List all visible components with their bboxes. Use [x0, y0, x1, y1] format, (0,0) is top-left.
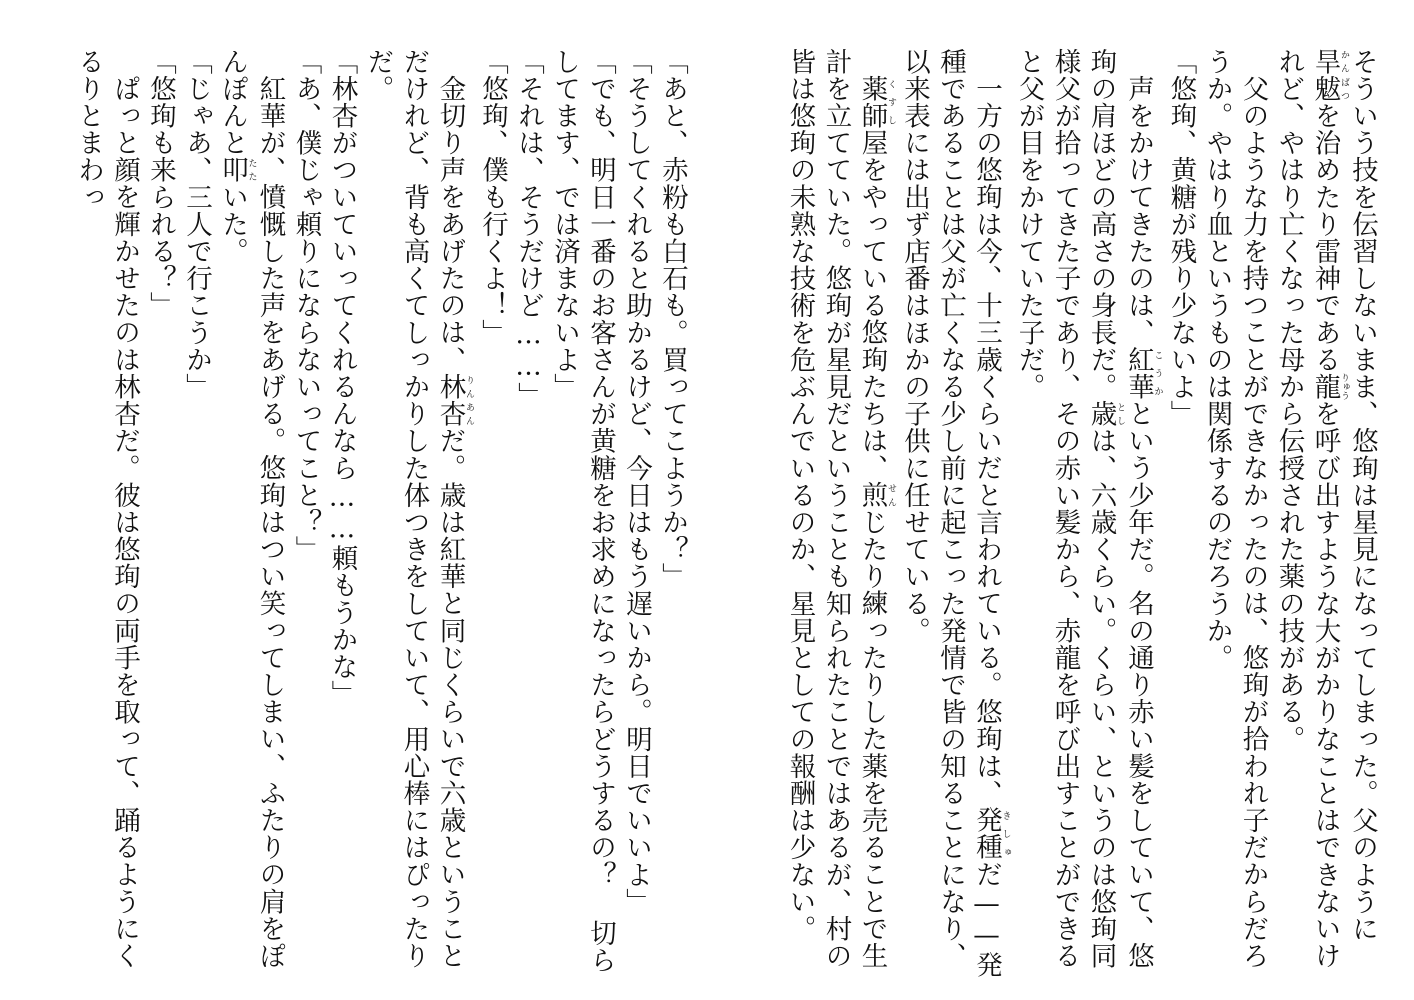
- paragraph: そういう技を伝習しないまま、悠珣は星見になってしまった。父のように旱魃かんばつを治めたり雷神である龍りゅうを呼び出すような大がかりなことはできないけれど、やはり亡くなった母から伝授された薬の技がある。: [1273, 48, 1378, 970]
- dialogue-line: 「あ、僕じゃ頼りにならないってこと？」: [290, 48, 322, 563]
- left-page-text: [70, 48, 690, 978]
- dialogue-line: 「あと、赤粉も白石も。買ってこようか？」: [657, 48, 688, 590]
- paragraph: 父のような力を持つことができなかったのは、悠珣が拾われ子だからだろうか。やはり血というものは関係するのだろうか。: [1201, 48, 1269, 969]
- furigana-reading: りゅう: [1339, 373, 1349, 401]
- furigana-reading: かんばつ: [1339, 48, 1349, 103]
- dialogue-line: 「じゃあ、三人で行こうか」: [181, 48, 212, 401]
- furigana-word: 発種きしゅ: [971, 806, 1011, 861]
- paragraph: 金切り声をあげたのは、林杏りんあんだ。歳は紅華と同じくらいで六歳ということだけれど、背も高くてしっかりした体つきをしていて、用心棒にはぴったりだ。: [362, 48, 474, 970]
- furigana-reading: きしゅ: [1000, 806, 1011, 861]
- furigana-reading: こうか: [1152, 345, 1163, 400]
- dialogue-line: 「悠珣、黄糖が残り少ないよ」: [1165, 48, 1197, 428]
- left-page: [70, 48, 690, 978]
- paragraph: 一方の悠珣は今、十三歳くらいだと言われている。悠珣は、発種きしゅだ——発種であることは父が亡くなる少し前に起こった発情で皆の知ることになり、以来表には出ず店番はほかの子供に任せている。: [899, 48, 1011, 978]
- dialogue-line: 「林杏がついていってくれるんなら……頼もうかな」: [326, 48, 358, 708]
- furigana-word: 薬師くすし: [856, 74, 896, 129]
- dialogue-line: 「でも、明日一番のお客さんが黄糖をお求めになったらどうするの？ 切らしてます、では済まないよ」: [549, 48, 616, 974]
- dialogue-line: 「それは、そうだけど……」: [513, 48, 544, 410]
- furigana-word: 林杏りんあん: [434, 372, 474, 427]
- furigana-word: 叩たた: [217, 156, 257, 184]
- furigana-reading: せん: [886, 481, 896, 509]
- furigana-word: 龍りゅう: [1309, 373, 1349, 401]
- right-page: [770, 48, 1380, 978]
- furigana-word: 紅華こうか: [1123, 345, 1163, 400]
- furigana-reading: りんあん: [464, 372, 474, 427]
- furigana-reading: たた: [246, 156, 257, 184]
- right-page-text: [770, 48, 1380, 978]
- dialogue-line: 「悠珣、僕も行くよ！」: [477, 48, 508, 347]
- dialogue-line: 「そうしてくれると助かるけど、今日はもう遅いから。明日でいいよ」: [621, 48, 652, 916]
- furigana-reading: くすし: [886, 74, 896, 129]
- paragraph: ぱっと顔を輝かせたのは林杏だ。彼は悠珣の両手を取って、踊るようにくるりとまわっ: [73, 48, 140, 969]
- paragraph: 薬師くすし屋をやっている悠珣たちは、煎せんじたり練ったりした薬を売ることで生計を立てていた。悠珣が星見だということも知られたことではあるが、村の皆は悠珣の未熟な技術を危ぶんでいるのか、星見としての報酬は少ない。: [784, 48, 896, 970]
- paragraph: 紅華が、憤慨した声をあげる。悠珣はつい笑ってしまい、ふたりの肩をぽんぽんと叩たたいた。: [217, 48, 286, 969]
- furigana-reading: とし: [1115, 400, 1125, 428]
- furigana-word: 旱魃かんばつ: [1309, 48, 1349, 103]
- dialogue-line: 「悠珣も来られる？」: [145, 48, 176, 319]
- paragraph: 声をかけてきたのは、紅華こうかという少年だ。名の通り赤い髪をしていて、悠珣の肩ほどの高さの身長だ。歳としは、六歳くらい。くらい、というのは悠珣同様父が拾ってきた子であり、その赤い髪から、赤龍を呼び出すことができると父が目をかけていた子だ。: [1013, 48, 1163, 970]
- furigana-word: 煎せん: [856, 481, 896, 509]
- furigana-word: 歳とし: [1085, 400, 1125, 428]
